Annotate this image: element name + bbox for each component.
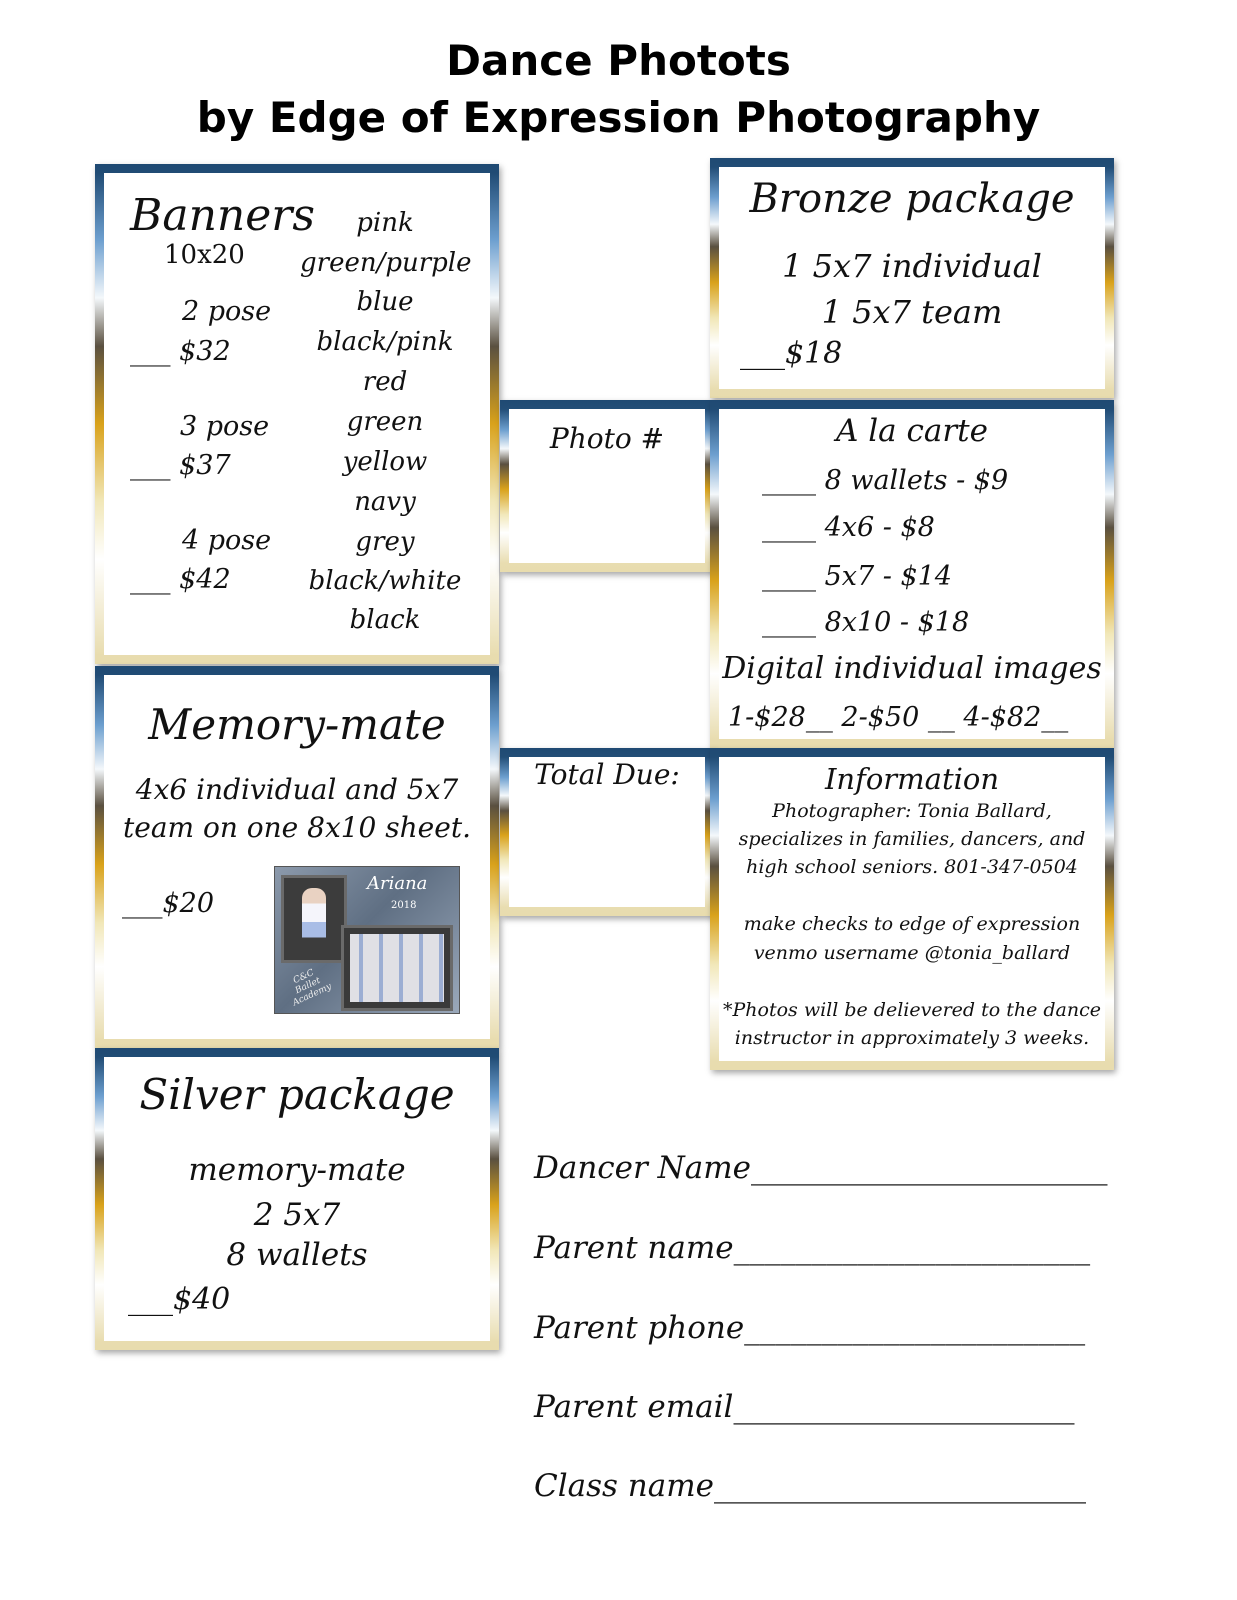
information-title: Information bbox=[824, 762, 1000, 796]
information-line2: specializes in families, dancers, and bbox=[738, 828, 1086, 850]
bronze-price[interactable]: ___$18 bbox=[740, 336, 843, 371]
banner-color: black bbox=[349, 605, 421, 635]
silver-price[interactable]: ___$40 bbox=[128, 1282, 231, 1317]
banner-color: pink bbox=[356, 208, 414, 238]
banner-color: green bbox=[346, 407, 424, 437]
banner-option-3-pose: 3 pose bbox=[180, 411, 270, 442]
dancer-figure bbox=[302, 888, 326, 950]
memory-mate-title: Memory-mate bbox=[148, 700, 446, 749]
banner-option-4-price[interactable]: ___ $42 bbox=[130, 564, 231, 595]
silver-line1: memory-mate bbox=[188, 1152, 406, 1188]
information-line3: high school seniors. 801-347-0504 bbox=[746, 856, 1078, 878]
team-photo-frame bbox=[341, 925, 453, 1011]
individual-photo-frame bbox=[281, 875, 347, 963]
banner-color: navy bbox=[354, 487, 416, 517]
a-la-carte-item[interactable]: ____ 5x7 - $14 bbox=[762, 561, 952, 592]
silver-line3: 8 wallets bbox=[226, 1237, 368, 1273]
memory-mate-line2: team on one 8x10 sheet. bbox=[123, 811, 471, 844]
information-line4: make checks to edge of expression bbox=[743, 913, 1081, 935]
sample-dancer-name: Ariana bbox=[367, 873, 428, 894]
parent-email-field[interactable]: Parent email______________________ bbox=[534, 1389, 1075, 1425]
information-line5: venmo username @tonia_ballard bbox=[753, 942, 1071, 964]
parent-name-field[interactable]: Parent name_______________________ bbox=[534, 1230, 1091, 1266]
memory-mate-line1: 4x6 individual and 5x7 bbox=[135, 773, 459, 806]
banner-color: red bbox=[362, 367, 408, 397]
banner-color: grey bbox=[355, 527, 415, 557]
banners-title: Banners bbox=[130, 190, 315, 241]
information-panel bbox=[710, 748, 1114, 1070]
bronze-title: Bronze package bbox=[749, 176, 1075, 222]
photo-number-label: Photo # bbox=[549, 422, 665, 455]
page-title-line1: Dance Photots bbox=[446, 36, 791, 85]
digital-images-prices[interactable]: 1-$28__ 2-$50 __ 4-$82__ bbox=[728, 702, 1069, 733]
information-line7: instructor in approximately 3 weeks. bbox=[734, 1027, 1090, 1049]
class-name-field[interactable]: Class name________________________ bbox=[534, 1468, 1086, 1504]
a-la-carte-item[interactable]: ____ 8x10 - $18 bbox=[762, 607, 970, 638]
silver-title: Silver package bbox=[139, 1070, 455, 1119]
a-la-carte-item[interactable]: ____ 8 wallets - $9 bbox=[762, 465, 1009, 496]
silver-line2: 2 5x7 bbox=[253, 1197, 341, 1233]
banner-option-3-price[interactable]: ___ $37 bbox=[130, 450, 231, 481]
banner-color: green/purple bbox=[300, 248, 472, 278]
banners-size: 10x20 bbox=[164, 240, 245, 270]
a-la-carte-item[interactable]: ____ 4x6 - $8 bbox=[762, 512, 935, 543]
sample-academy: C&C Ballet Academy bbox=[291, 967, 334, 1009]
total-due-label: Total Due: bbox=[534, 758, 680, 791]
banner-option-2-price[interactable]: ___ $32 bbox=[130, 336, 231, 367]
information-line1: Photographer: Tonia Ballard, bbox=[772, 800, 1052, 822]
information-line6: *Photos will be delievered to the dance bbox=[723, 999, 1101, 1021]
digital-images-title: Digital individual images bbox=[722, 651, 1102, 686]
memory-mate-sample-image bbox=[274, 866, 460, 1014]
banner-color: blue bbox=[356, 287, 414, 317]
banner-color: black/pink bbox=[316, 327, 454, 357]
sample-year: 2018 bbox=[391, 900, 417, 911]
memory-mate-price[interactable]: ___$20 bbox=[122, 888, 215, 919]
banner-option-2-pose: 2 pose bbox=[182, 296, 272, 327]
parent-phone-field[interactable]: Parent phone______________________ bbox=[534, 1310, 1086, 1346]
banner-color: yellow bbox=[342, 447, 428, 477]
bronze-line1: 1 5x7 individual bbox=[782, 247, 1042, 285]
banner-color: black/white bbox=[308, 566, 462, 596]
a-la-carte-title: A la carte bbox=[836, 413, 988, 449]
bronze-line2: 1 5x7 team bbox=[821, 293, 1003, 331]
banner-option-4-pose: 4 pose bbox=[182, 525, 272, 556]
page-title-line2: by Edge of Expression Photography bbox=[196, 93, 1041, 142]
dancer-name-field[interactable]: Dancer Name_______________________ bbox=[534, 1150, 1108, 1186]
team-figures bbox=[350, 934, 444, 1002]
